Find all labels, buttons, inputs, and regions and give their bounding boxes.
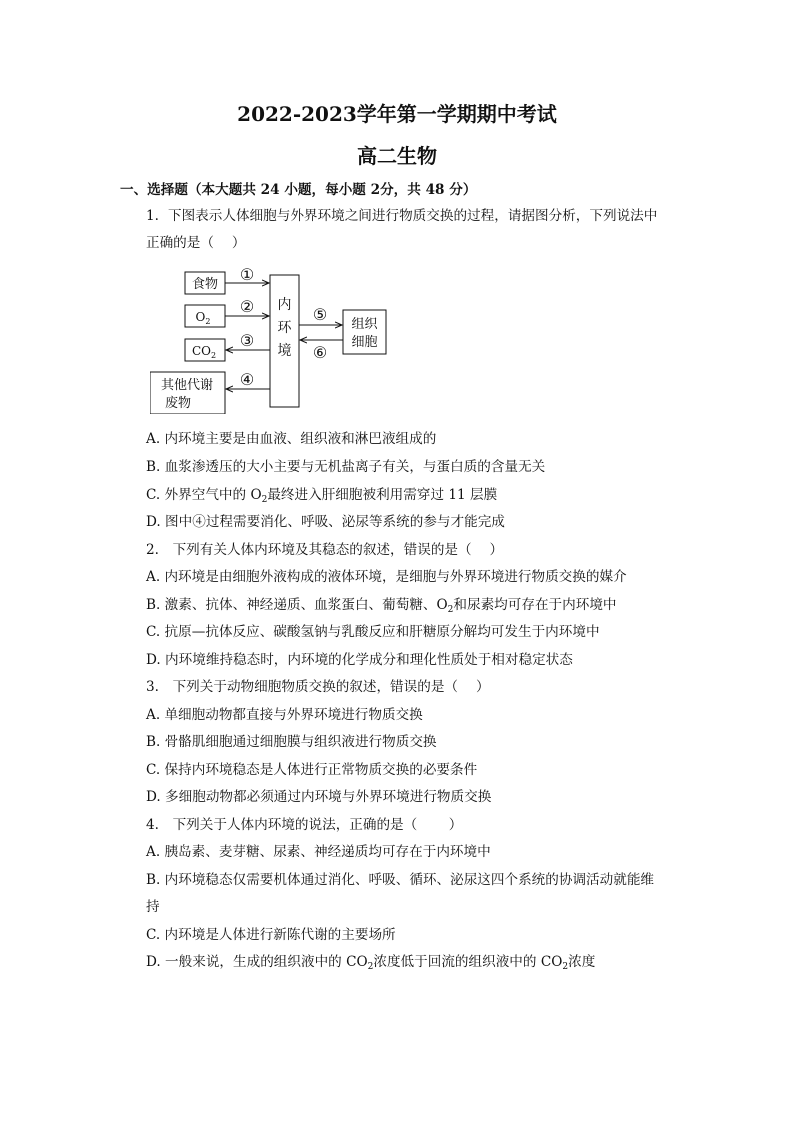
q3-stem: 3. 下列关于动物细胞物质交换的叙述，错误的是（ ） [146,679,490,695]
tissue-label-line1: 组织 [351,317,378,332]
q4-option-d: D. 一般来说，生成的组织液中的 $CO_2$浓度低于回流的组织液中的 $CO_2$浓度 [146,954,596,972]
food-label: 食物 [191,277,219,292]
q2-option-a: A. 内环境是由细胞外液构成的液体环境，是细胞与外界环境进行物质交换的媒介 [146,569,627,585]
circled-number-4: ④ [239,370,255,389]
q3-option-a: A. 单细胞动物都直接与外界环境进行物质交换 [146,707,423,723]
q4-option-b-line1: B. 内环境稳态仅需要机体通过消化、呼吸、循环、泌尿这四个系统的协调活动就能维 [146,872,655,888]
inner-env-char1: 内 [277,297,292,313]
q3-option-c: C. 保持内环境稳态是人体进行正常物质交换的必要条件 [146,762,478,778]
q3-option-d: D. 多细胞动物都必须通过内环境与外界环境进行物质交换 [146,789,492,805]
q2-stem: 2. 下列有关人体内环境及其稳态的叙述，错误的是（ ） [146,542,504,558]
tissue-label-line2: 细胞 [351,335,378,350]
q1-option-d: D. 图中④过程需要消化、呼吸、泌尿等系统的参与才能完成 [146,514,505,530]
q2-option-b: B. 激素、抗体、神经递质、血浆蛋白、葡萄糖、$O_2$和尿素均可存在于内环境中 [146,597,617,615]
circled-number-3: ③ [239,331,255,350]
section-heading: 一、选择题（本大题共 24 小题，每小题 2分，共 48 分） [120,182,477,198]
q2-option-d: D. 内环境维持稳态时，内环境的化学成分和理化性质处于相对稳定状态 [146,652,573,668]
waste-label-line2: 废物 [164,396,192,411]
q4-stem: 4. 下列关于人体内环境的说法，正确的是（ ） [146,817,463,833]
exchange-diagram [150,262,400,414]
inner-env-char3: 境 [277,343,292,359]
q4-option-c: C. 内环境是人体进行新陈代谢的主要场所 [146,927,396,943]
q4-option-a: A. 胰岛素、麦芽糖、尿素、神经递质均可存在于内环境中 [146,844,491,860]
q1-stem-line1: 下图表示人体细胞与外界环境之间进行物质交换的过程，请据图分析，下列说法中 [168,208,658,224]
q1-number: 1. [146,208,159,224]
page-subtitle: 高二生物 [357,144,437,168]
page-title: 2022-2023学年第一学期期中考试 [237,102,557,126]
q3-option-b: B. 骨骼肌细胞通过细胞膜与组织液进行物质交换 [146,734,437,750]
q1-option-b: B. 血浆渗透压的大小主要与无机盐离子有关，与蛋白质的含量无关 [146,459,546,475]
circled-number-1: ① [239,265,255,284]
q1-option-c: C. 外界空气中的 $O_2$最终进入肝细胞被利用需穿过 11 层膜 [146,487,498,505]
o2-label: $O_2$ [195,310,211,326]
co2-label: $CO_2$ [191,344,217,360]
q1-option-a: A. 内环境主要是由血液、组织液和淋巴液组成的 [146,431,437,447]
q4-option-b-line2: 持 [146,899,160,915]
q2-option-c: C. 抗原—抗体反应、碳酸氢钠与乳酸反应和肝糖原分解均可发生于内环境中 [146,624,600,640]
inner-env-char2: 环 [277,320,292,336]
waste-label-line1: 其他代谢 [160,378,214,393]
inner-environment-box [270,275,299,407]
q1-stem-line2: 正确的是（ ） [146,235,246,251]
circled-number-6: ⑥ [312,343,328,362]
circled-number-5: ⑤ [312,305,328,324]
circled-number-2: ② [239,297,255,316]
